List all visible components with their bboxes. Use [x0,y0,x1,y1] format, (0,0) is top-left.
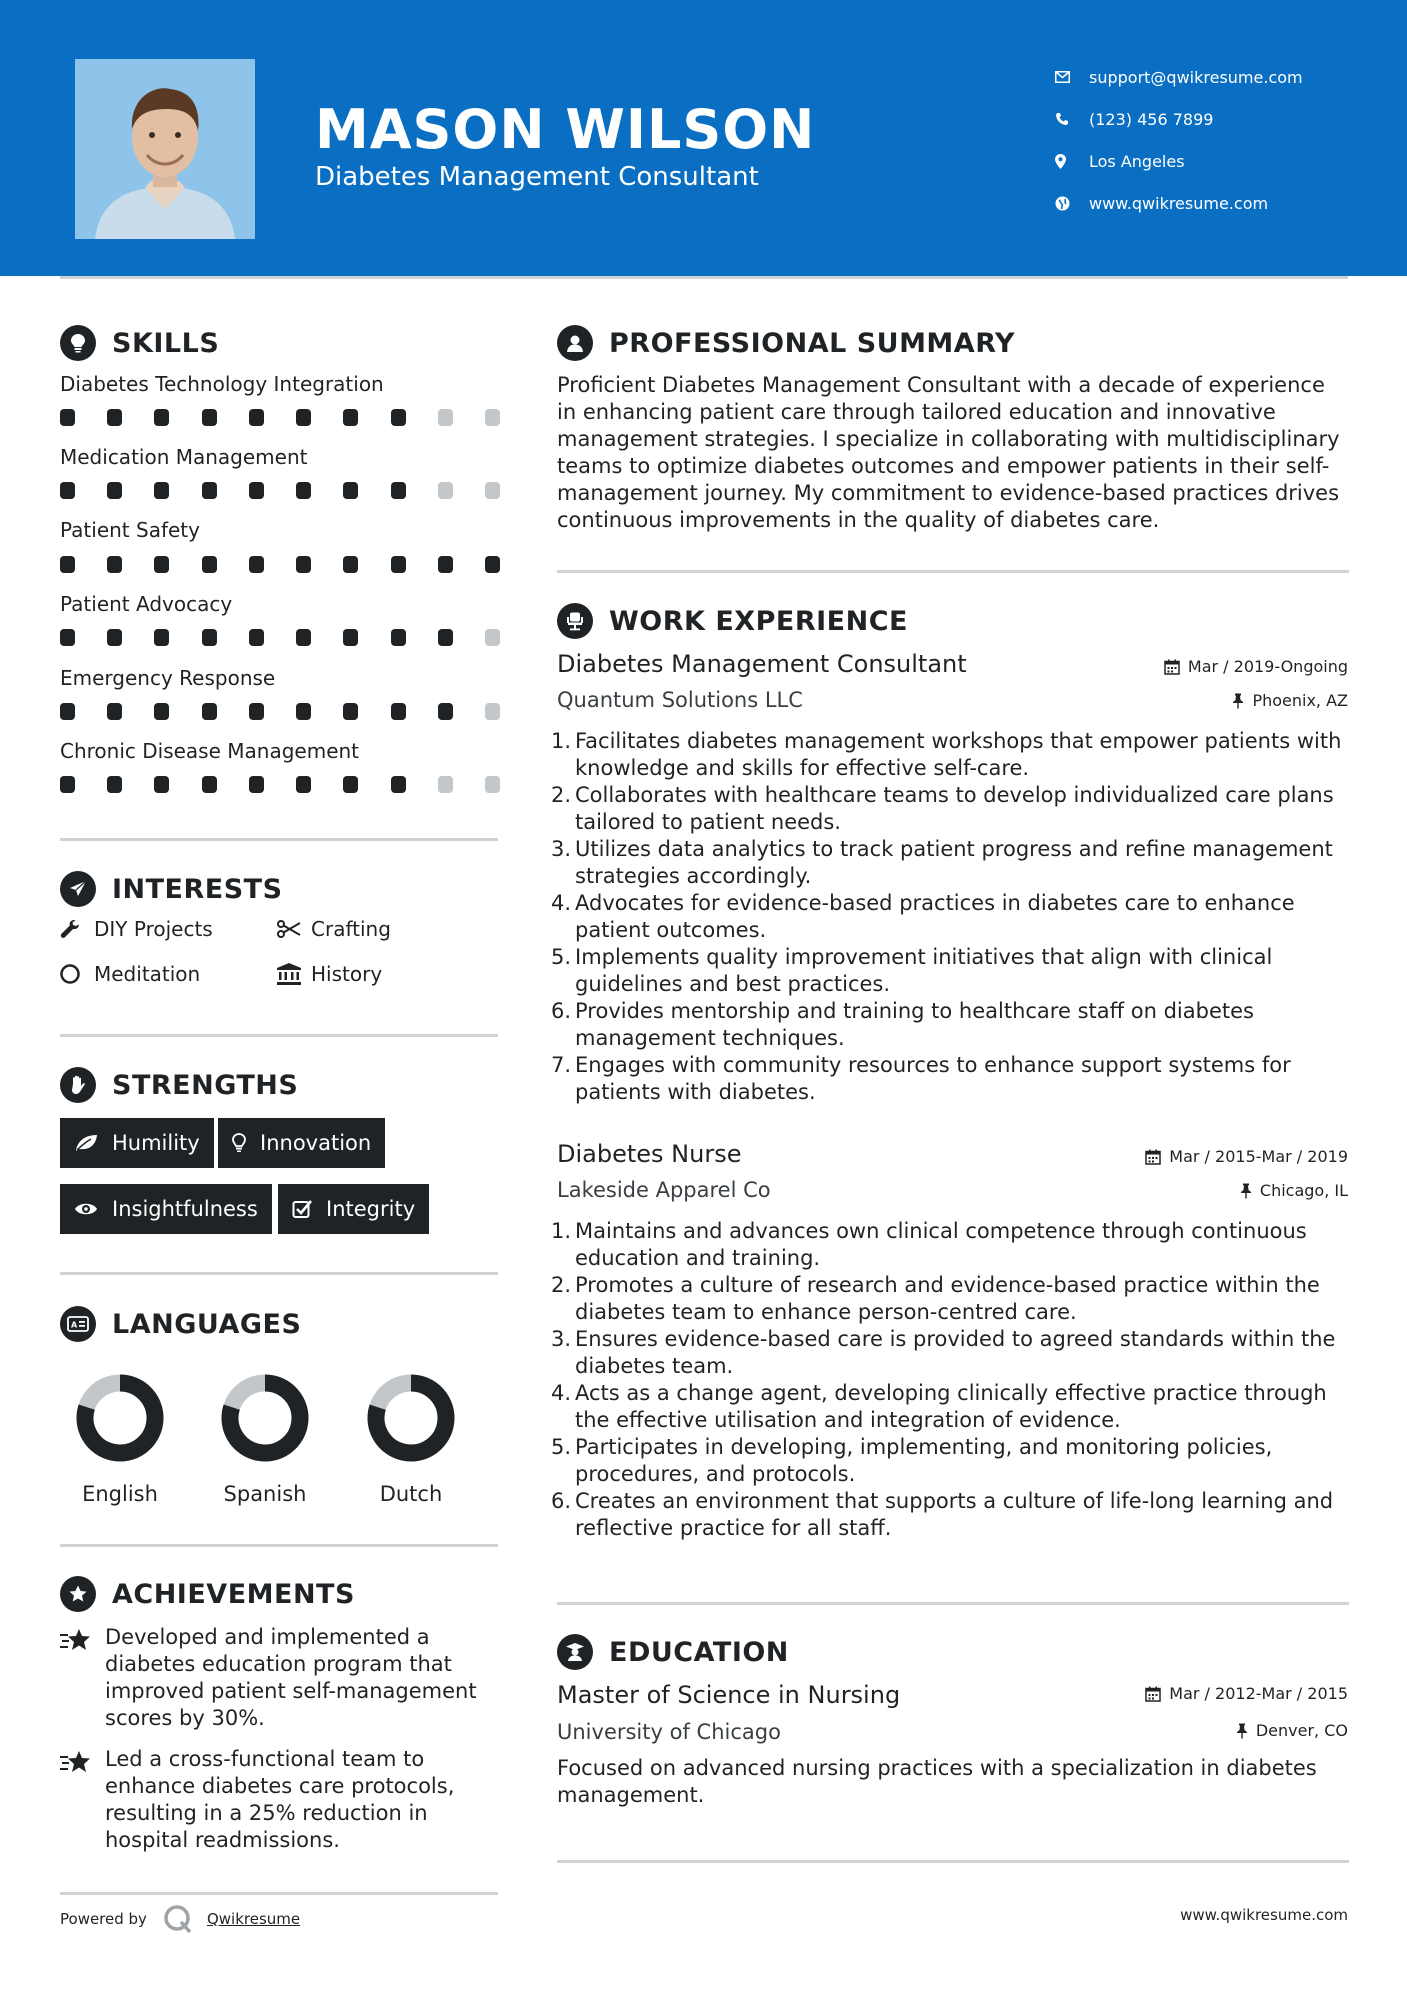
skill-rating [60,556,500,573]
skill-name: Diabetes Technology Integration [60,372,384,396]
rating-dot-filled [438,703,453,720]
scissors-icon [277,920,311,938]
check-square-icon [292,1199,312,1219]
job-bullet: 4. Acts as a change agent, developing clinically effective practice through the effective utilisation and integration of evidence. [551,1381,1327,1432]
job-bullet: 2. Collaborates with healthcare teams to develop individualized care plans tailored to patient needs. [551,783,1334,834]
rating-dot-filled [438,629,453,646]
section-divider [60,1892,498,1895]
language-item: Spanish [195,1370,335,1506]
skill-rating [60,703,500,720]
lightbulb-icon [60,325,96,361]
education-description: Focused on advanced nursing practices with a specialization in diabetes management. [557,1756,1317,1807]
circle-icon [60,964,94,984]
rating-dot-empty [485,703,500,720]
rating-dot-empty [485,629,500,646]
resume-header [0,0,1407,276]
job-bullet: 3. Utilizes data analytics to track patient progress and refine management strategies accordingly. [551,837,1333,888]
rating-dot-filled [107,409,122,426]
rating-dot-filled [60,556,75,573]
rating-dot-filled [343,556,358,573]
job-bullet: 7. Engages with community resources to enhance support systems for patients with diabetes. [551,1053,1291,1104]
job-location: Chicago, IL [1240,1181,1348,1200]
language-ring [217,1370,313,1466]
eye-icon [74,1201,98,1217]
rating-dot-filled [391,776,406,793]
interest-item: Crafting [277,917,391,941]
email-icon [1055,71,1089,83]
leaf-icon [74,1134,98,1152]
rating-dot-empty [485,776,500,793]
strength-badge: Integrity [278,1184,429,1234]
pushpin-icon [1240,1183,1252,1199]
fast-star-icon [60,1746,105,1854]
calendar-icon [1145,1686,1161,1702]
user-icon [557,325,593,361]
rating-dot-filled [60,629,75,646]
skill-name: Patient Advocacy [60,592,233,616]
rating-dot-filled [154,482,169,499]
strengths-heading: STRENGTHS [60,1067,298,1103]
rating-dot-filled [107,556,122,573]
location-icon [1055,154,1089,169]
rating-dot-filled [202,703,217,720]
rating-dot-filled [343,629,358,646]
job-bullet: 5. Participates in developing, implementing, and monitoring policies, procedures, and protocols. [551,1435,1273,1486]
summary-text: Proficient Diabetes Management Consultant with a decade of experience in enhancing patient care through tailored education and innovative management strategies. I specialize in collaborating with multidisciplinary teams to optimize diabetes outcomes and empower patients in their self-management journey. My commitment to evidence-based practices drives continuous improvements in the quality of diabetes care. [557,373,1340,532]
job-bullet: 3. Ensures evidence-based care is provided to agreed standards within the diabetes team. [551,1327,1336,1378]
candidate-title: Diabetes Management Consultant [315,162,759,192]
section-divider [557,570,1349,573]
job-bullets [551,728,1350,1106]
qwikresume-link[interactable]: Qwikresume [206,1910,301,1928]
rating-dot-filled [343,409,358,426]
rating-dot-filled [391,556,406,573]
rating-dot-filled [343,703,358,720]
skills-heading: SKILLS [60,325,219,361]
language-item: English [50,1370,190,1506]
rating-dot-filled [202,556,217,573]
achievements-heading: ACHIEVEMENTS [60,1576,355,1612]
rating-dot-filled [485,556,500,573]
section-divider [557,1860,1349,1863]
strength-badge: Humility [60,1118,214,1168]
rating-dot-filled [438,556,453,573]
summary-heading: PROFESSIONAL SUMMARY [557,325,1015,361]
contact-phone[interactable] [1055,98,1303,140]
contact-website[interactable] [1055,182,1303,224]
rating-dot-filled [296,482,311,499]
rating-dot-filled [154,556,169,573]
rating-dot-filled [60,776,75,793]
skill-name: Emergency Response [60,666,276,690]
pushpin-icon [1232,693,1244,709]
rating-dot-filled [296,409,311,426]
pushpin-icon [1236,1723,1248,1739]
job-dates: Mar / 2015-Mar / 2019 [1145,1147,1348,1166]
strength-badge: Insightfulness [60,1184,272,1234]
rating-dot-filled [296,556,311,573]
phone-icon [1055,112,1089,126]
contact-email[interactable] [1055,56,1303,98]
degree-title: Master of Science in Nursing [557,1681,901,1709]
rating-dot-filled [154,703,169,720]
job-title: Diabetes Nurse [557,1140,742,1168]
skill-rating [60,776,500,793]
rating-dot-filled [202,409,217,426]
strength-badge: Innovation [218,1118,385,1168]
calendar-icon [1145,1149,1161,1165]
contact-website-text: www.qwikresume.com [1089,193,1269,213]
hand-icon [60,1067,96,1103]
job-location: Phoenix, AZ [1232,691,1348,710]
language-item: Dutch [341,1370,481,1506]
language-ring [72,1370,168,1466]
rating-dot-filled [249,556,264,573]
rating-dot-filled [60,409,75,426]
job-bullet: 6. Provides mentorship and training to healthcare staff on diabetes management techniques. [551,999,1254,1050]
rating-dot-filled [296,703,311,720]
skill-rating [60,629,500,646]
achievement-item: Led a cross-functional team to enhance diabetes care protocols, resulting in a 25% reduction in hospital readmissions. [60,1746,500,1854]
section-divider [60,1544,498,1547]
graduate-icon [557,1634,593,1670]
rating-dot-filled [202,629,217,646]
job-title: Diabetes Management Consultant [557,650,967,678]
powered-by: Powered by Qwikresume [60,1904,300,1934]
bank-icon [277,963,311,985]
rating-dot-filled [154,409,169,426]
chair-icon [557,603,593,639]
rating-dot-filled [249,482,264,499]
rating-dot-empty [485,482,500,499]
section-divider [60,1272,498,1275]
rating-dot-filled [343,482,358,499]
rating-dot-filled [343,776,358,793]
section-divider [60,838,498,841]
calendar-icon [1164,659,1180,675]
experience-heading: WORK EXPERIENCE [557,603,908,639]
profile-photo [75,59,255,239]
job-bullet: 6. Creates an environment that supports a culture of life-long learning and reflective practice for all staff. [551,1489,1334,1540]
education-heading: EDUCATION [557,1634,789,1670]
company-name: Lakeside Apparel Co [557,1178,771,1202]
contact-phone-text: (123) 456 7899 [1089,109,1214,129]
education-dates: Mar / 2012-Mar / 2015 [1145,1684,1348,1703]
rating-dot-filled [249,776,264,793]
rating-dot-filled [296,776,311,793]
rating-dot-filled [249,703,264,720]
skill-name: Medication Management [60,445,308,469]
contact-location [1055,140,1303,182]
globe-icon [1055,196,1089,211]
job-bullet: 2. Promotes a culture of research and evidence-based practice within the diabetes team to enhance person-centred care. [551,1273,1320,1324]
rating-dot-filled [391,629,406,646]
rating-dot-filled [107,703,122,720]
rating-dot-filled [107,482,122,499]
header-divider [60,276,1348,279]
section-divider [60,1034,498,1037]
rating-dot-filled [60,703,75,720]
rating-dot-filled [391,482,406,499]
job-bullet: 1. Facilitates diabetes management workshops that empower patients with knowledge and skills for effective self-care. [551,729,1342,780]
rating-dot-empty [438,776,453,793]
contact-email-text: support@qwikresume.com [1089,67,1303,87]
skill-name: Chronic Disease Management [60,739,360,763]
footer-website[interactable]: www.qwikresume.com [1180,1906,1348,1924]
star-badge-icon [60,1576,96,1612]
job-bullet: 4. Advocates for evidence-based practices in diabetes care to enhance patient outcomes. [551,891,1295,942]
job-bullet: 5. Implements quality improvement initiatives that align with clinical guidelines and best practices. [551,945,1273,996]
school-name: University of Chicago [557,1720,781,1744]
skill-rating [60,482,500,499]
job-dates: Mar / 2019-Ongoing [1164,657,1348,676]
rating-dot-filled [202,776,217,793]
rating-dot-filled [60,482,75,499]
job-bullet: 1. Maintains and advances own clinical competence through continuous education and training. [551,1219,1307,1270]
rating-dot-filled [391,409,406,426]
contact-list [1055,56,1303,224]
education-location: Denver, CO [1236,1721,1348,1740]
candidate-name: MASON WILSON [315,98,816,161]
rating-dot-filled [202,482,217,499]
qwikresume-logo-icon [163,1904,193,1934]
rating-dot-filled [249,629,264,646]
interest-item: DIY Projects [60,917,213,941]
rating-dot-filled [107,776,122,793]
rating-dot-filled [154,776,169,793]
lightbulb-icon [232,1133,246,1153]
language-ring [363,1370,459,1466]
rating-dot-empty [485,409,500,426]
rating-dot-filled [154,629,169,646]
rating-dot-empty [438,482,453,499]
rating-dot-filled [296,629,311,646]
rating-dot-filled [249,409,264,426]
skill-name: Patient Safety [60,518,200,542]
fast-star-icon [60,1624,105,1732]
svg-text:A: A [71,1320,78,1330]
interest-item: History [277,962,382,986]
section-divider [557,1602,1349,1605]
id-card-icon [60,1306,96,1342]
languages-heading: A LANGUAGES [60,1306,301,1342]
rating-dot-filled [107,629,122,646]
interest-item: Meditation [60,962,200,986]
wrench-icon [60,919,94,939]
paper-plane-icon [60,871,96,907]
interests-heading: INTERESTS [60,871,283,907]
skill-rating [60,409,500,426]
achievement-item: Developed and implemented a diabetes education program that improved patient self-management scores by 30%. [60,1624,500,1732]
job-bullets [551,1218,1350,1542]
contact-location-text: Los Angeles [1089,151,1185,171]
rating-dot-empty [438,409,453,426]
rating-dot-filled [391,703,406,720]
company-name: Quantum Solutions LLC [557,688,803,712]
